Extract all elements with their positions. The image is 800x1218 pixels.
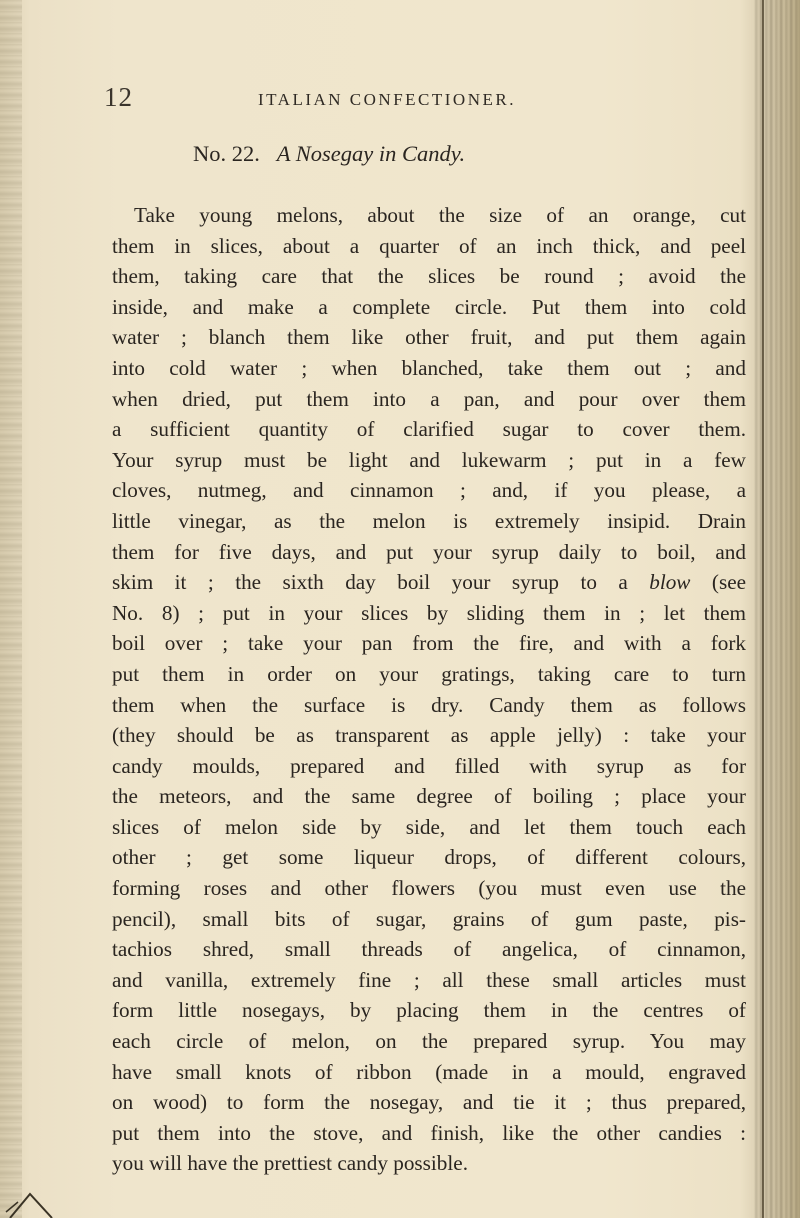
recipe-number: No. 22. — [193, 141, 260, 166]
text-line: them for five days, and put your syrup daily to boil, and — [112, 539, 746, 564]
text-line: each circle of melon, on the prepared syrup. You may — [112, 1029, 746, 1054]
text-line: Your syrup must be light and lukewarm ; put in a few — [112, 447, 746, 472]
text-line: them, taking care that the slices be round ; avoid the — [112, 264, 746, 289]
text-segment: (see — [711, 570, 747, 595]
text-line: them in slices, about a quarter of an inch thick, and peel — [112, 233, 746, 258]
text-line: them when the surface is dry. Candy them as follows — [112, 692, 746, 717]
text-line: boil over ; take your pan from the fire, and with a fork — [112, 631, 746, 656]
text-line: water ; blanch them like other fruit, and put them again — [112, 325, 746, 350]
text-line: No. 8) ; put in your slices by sliding them in ; let them — [112, 600, 746, 625]
text-line: form little nosegays, by placing them in the centres of — [112, 998, 746, 1023]
text-line: a sufficient quantity of clarified sugar to cover them. — [112, 417, 746, 442]
page-edge-shadow — [754, 0, 800, 1218]
text-line: inside, and make a complete circle. Put them into cold — [112, 294, 746, 319]
text-line: pencil), small bits of sugar, grains of gum paste, pis- — [112, 906, 746, 931]
page-gutter-shadow — [0, 0, 22, 1218]
text-line: into cold water ; when blanched, take them out ; and — [112, 355, 746, 380]
text-line: candy moulds, prepared and filled with syrup as for — [112, 753, 746, 778]
text-line: forming roses and other flowers (you must even use the — [112, 876, 746, 901]
page-corner-mark — [4, 1172, 64, 1218]
text-line: other ; get some liqueur drops, of different colours, — [112, 845, 746, 870]
text-line: on wood) to form the nosegay, and tie it ; thus prepared, — [112, 1090, 746, 1115]
text-line: slices of melon side by side, and let them touch each — [112, 814, 746, 839]
text-line: (they should be as transparent as apple jelly) : take your — [112, 723, 746, 748]
text-line: little vinegar, as the melon is extremely insipid. Drain — [112, 508, 746, 533]
text-line-last: you will have the prettiest candy possible. — [112, 1151, 468, 1176]
running-head: ITALIAN CONFECTIONER. — [258, 90, 516, 109]
recipe-body — [112, 200, 746, 1179]
page-number: 12 — [104, 82, 133, 112]
recipe-name: A Nosegay in Candy. — [276, 141, 466, 166]
italic-word: blow — [649, 570, 691, 595]
text-line-with-italic — [112, 567, 746, 598]
recipe-title — [193, 141, 465, 167]
text-line: and vanilla, extremely fine ; all these small articles must — [112, 967, 746, 992]
text-line: put them in order on your gratings, taking care to turn — [112, 661, 746, 686]
text-line: when dried, put them into a pan, and pour over them — [112, 386, 746, 411]
text-line: cloves, nutmeg, and cinnamon ; and, if you please, a — [112, 478, 746, 503]
text-line: the meteors, and the same degree of boiling ; place your — [112, 784, 746, 809]
text-line: put them into the stove, and finish, like the other candies : — [112, 1120, 746, 1145]
text-line: tachios shred, small threads of angelica, of cinnamon, — [112, 937, 746, 962]
page-fold-line — [762, 0, 764, 1218]
text-line: have small knots of ribbon (made in a mould, engraved — [112, 1059, 746, 1084]
text-line: Take young melons, about the size of an orange, cut — [134, 203, 746, 227]
text-segment: skim it ; the sixth day boil your syrup to a — [112, 570, 628, 595]
